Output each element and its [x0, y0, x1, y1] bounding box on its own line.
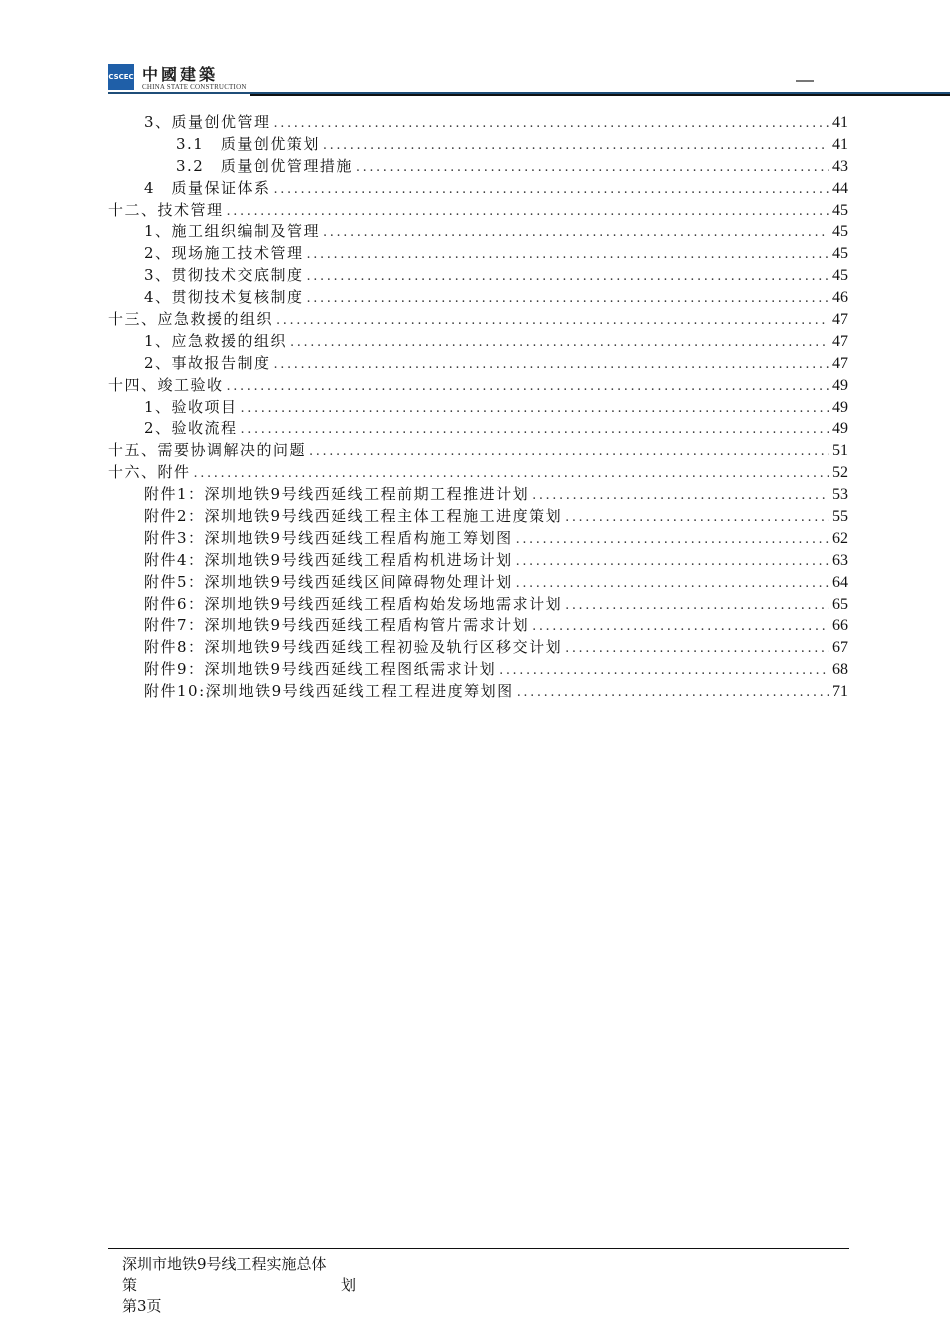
footer-title-right: 划 [340, 1276, 356, 1294]
toc-entry-page: 41 [832, 135, 848, 153]
toc-dot-leader [307, 288, 829, 310]
toc-entry-title: 4、贯彻技术复核制度 [144, 288, 304, 307]
toc-entry-title: 附件4：深圳地铁9号线西延线工程盾构机进场计划 [144, 550, 513, 569]
toc-dot-leader [241, 419, 829, 441]
toc-entry-page: 44 [832, 179, 848, 197]
toc-entry-page: 66 [832, 617, 848, 635]
toc-entry-page: 55 [832, 508, 848, 526]
header-rule-black [250, 94, 950, 96]
toc-entry[interactable] [108, 659, 848, 681]
toc-entry[interactable] [108, 309, 848, 331]
table-of-contents [108, 112, 848, 703]
toc-dot-leader [194, 463, 829, 485]
toc-dot-leader [290, 332, 829, 354]
toc-entry-title: 附件3：深圳地铁9号线西延线工程盾构施工筹划图 [144, 528, 513, 547]
toc-entry-title: 十六、附件 [108, 463, 191, 482]
toc-entry-page: 64 [832, 573, 848, 591]
toc-dot-leader [517, 682, 829, 704]
toc-entry[interactable] [108, 265, 848, 287]
page-header [0, 0, 950, 100]
toc-dot-leader [565, 507, 829, 529]
toc-entry-page: 51 [832, 442, 848, 460]
toc-entry-title: 1、施工组织编制及管理 [144, 222, 321, 241]
header-dash [796, 80, 814, 82]
toc-dot-leader [227, 201, 829, 223]
toc-dot-leader [516, 551, 829, 573]
toc-entry[interactable] [108, 615, 848, 637]
toc-entry[interactable] [108, 506, 848, 528]
toc-entry[interactable] [108, 200, 848, 222]
toc-entry-title: 1、应急救援的组织 [144, 331, 288, 350]
toc-dot-leader [274, 113, 829, 135]
toc-entry-page: 65 [832, 595, 848, 613]
toc-entry[interactable] [108, 287, 848, 309]
footer-title-continued [122, 1275, 356, 1296]
toc-entry-page: 71 [832, 683, 848, 701]
toc-entry[interactable] [108, 331, 848, 353]
toc-dot-leader [356, 157, 829, 179]
page-footer [122, 1254, 422, 1317]
toc-dot-leader [309, 441, 829, 463]
toc-entry[interactable] [108, 221, 848, 243]
toc-entry[interactable] [108, 178, 848, 200]
toc-entry-page: 45 [832, 223, 848, 241]
toc-entry-page: 45 [832, 267, 848, 285]
toc-entry-page: 49 [832, 398, 848, 416]
toc-entry-page: 45 [832, 201, 848, 219]
toc-entry-title: 十二、技术管理 [108, 200, 224, 219]
toc-entry[interactable] [108, 112, 848, 134]
toc-entry-page: 45 [832, 245, 848, 263]
toc-entry[interactable] [108, 550, 848, 572]
page-number: 第3页 [122, 1297, 162, 1315]
toc-entry-page: 68 [832, 661, 848, 679]
toc-dot-leader [276, 310, 829, 332]
toc-dot-leader [241, 398, 829, 420]
toc-entry[interactable] [108, 397, 848, 419]
toc-entry-title: 十五、需要协调解决的问题 [108, 441, 307, 460]
toc-entry-page: 47 [832, 332, 848, 350]
toc-entry-page: 47 [832, 311, 848, 329]
cscec-logo-icon [108, 64, 134, 90]
toc-dot-leader [516, 573, 829, 595]
toc-dot-leader [274, 179, 829, 201]
toc-entry-title: 附件8：深圳地铁9号线西延线工程初验及轨行区移交计划 [144, 638, 563, 657]
toc-entry-page: 49 [832, 420, 848, 438]
toc-entry[interactable] [108, 243, 848, 265]
company-name-cn: 中國建築 [142, 65, 219, 84]
toc-dot-leader [516, 529, 829, 551]
toc-entry-title: 附件6：深圳地铁9号线西延线工程盾构始发场地需求计划 [144, 594, 563, 613]
toc-entry[interactable] [108, 681, 848, 703]
toc-dot-leader [499, 660, 829, 682]
toc-entry-title: 十四、竣工验收 [108, 375, 224, 394]
toc-entry-title: 3.2 质量创优管理措施 [176, 156, 353, 175]
toc-entry-page: 46 [832, 289, 848, 307]
company-name-en: CHINA STATE CONSTRUCTION [142, 83, 247, 91]
toc-entry-title: 4 质量保证体系 [144, 178, 271, 197]
toc-entry-page: 47 [832, 354, 848, 372]
footer-title-left: 策 [122, 1276, 138, 1294]
toc-entry[interactable] [108, 134, 848, 156]
toc-entry-title: 1、验收项目 [144, 397, 238, 416]
toc-dot-leader [565, 595, 829, 617]
toc-entry-title: 附件1：深圳地铁9号线西延线工程前期工程推进计划 [144, 485, 530, 504]
toc-entry-title: 附件9：深圳地铁9号线西延线工程图纸需求计划 [144, 660, 497, 679]
toc-dot-leader [307, 244, 829, 266]
toc-entry-page: 53 [832, 486, 848, 504]
toc-entry-title: 3、贯彻技术交底制度 [144, 266, 304, 285]
toc-entry-page: 43 [832, 157, 848, 175]
toc-entry[interactable] [108, 572, 848, 594]
toc-entry[interactable] [108, 484, 848, 506]
toc-entry-page: 52 [832, 464, 848, 482]
toc-entry[interactable] [108, 375, 848, 397]
toc-entry-page: 41 [832, 114, 848, 131]
toc-entry[interactable] [108, 594, 848, 616]
toc-entry-page: 67 [832, 639, 848, 657]
toc-entry-title: 3.1 质量创优策划 [176, 134, 320, 153]
toc-entry-title: 附件2：深圳地铁9号线西延线工程主体工程施工进度策划 [144, 507, 563, 526]
toc-entry[interactable] [108, 156, 848, 178]
toc-dot-leader [532, 616, 829, 638]
toc-entry-page: 63 [832, 551, 848, 569]
toc-entry-title: 附件10:深圳地铁9号线西延线工程工程进度筹划图 [144, 682, 514, 701]
toc-entry-title: 附件7：深圳地铁9号线西延线工程盾构管片需求计划 [144, 616, 530, 635]
toc-entry-title: 十三、应急救援的组织 [108, 310, 274, 329]
toc-entry[interactable] [108, 440, 848, 462]
toc-entry[interactable] [108, 637, 848, 659]
logo-mark-text: CSCEC [108, 73, 134, 81]
toc-entry[interactable] [108, 462, 848, 484]
toc-dot-leader [323, 135, 829, 157]
toc-entry-page: 49 [832, 376, 848, 394]
toc-entry[interactable] [108, 353, 848, 375]
toc-entry-title: 2、现场施工技术管理 [144, 244, 304, 263]
toc-entry-page: 62 [832, 529, 848, 547]
toc-dot-leader [307, 266, 829, 288]
toc-dot-leader [323, 222, 829, 244]
toc-entry[interactable] [108, 528, 848, 550]
toc-entry-title: 附件5：深圳地铁9号线西延线区间障碍物处理计划 [144, 572, 513, 591]
footer-rule [108, 1248, 849, 1249]
footer-title: 深圳市地铁9号线工程实施总体 [122, 1255, 327, 1273]
toc-dot-leader [227, 376, 829, 398]
toc-dot-leader [274, 354, 829, 376]
toc-entry-title: 2、事故报告制度 [144, 353, 271, 372]
toc-dot-leader [532, 485, 829, 507]
toc-entry-title: 3、质量创优管理 [144, 113, 271, 131]
toc-dot-leader [565, 638, 829, 660]
toc-entry[interactable] [108, 418, 848, 440]
toc-entry-title: 2、验收流程 [144, 419, 238, 438]
